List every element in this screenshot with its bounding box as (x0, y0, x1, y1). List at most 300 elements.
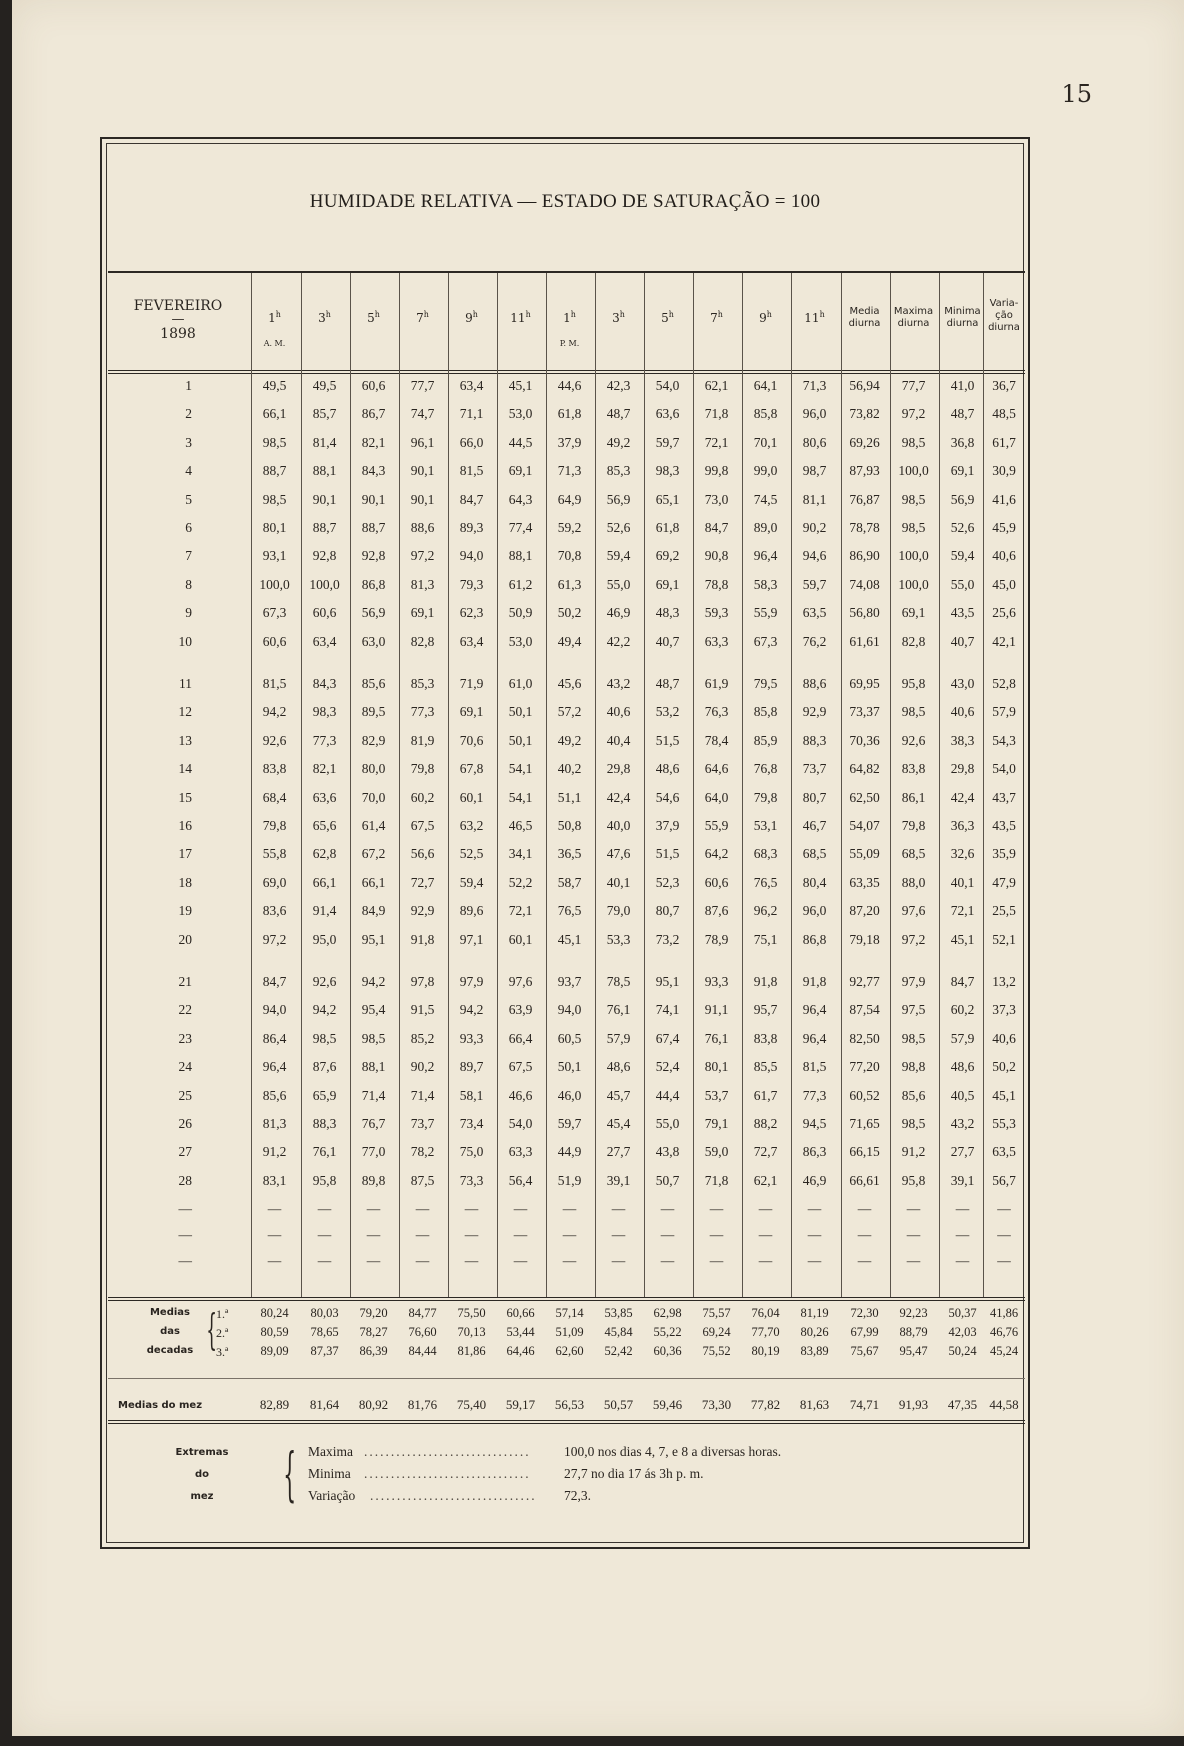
hour-number: 3 (612, 311, 620, 325)
empty-cell-dash: — (857, 1201, 872, 1217)
empty-cell-dash: — (660, 1201, 675, 1217)
data-cell: 98,5 (901, 1116, 926, 1131)
data-cell: 27,7 (950, 1144, 975, 1160)
data-cell: 81,5 (262, 676, 287, 691)
data-cell: 85,6 (901, 1087, 926, 1103)
extremas-leader-dots: ............................... (364, 1444, 531, 1459)
decada-cell: 51,09 (555, 1325, 584, 1339)
data-cell: 67,5 (410, 818, 435, 833)
data-cell: 40,1 (950, 874, 975, 890)
data-cell: 36,5 (557, 846, 582, 862)
data-cell: 85,2 (410, 1030, 435, 1046)
data-cell: 60,2 (950, 1002, 975, 1018)
data-cell: 96,4 (802, 1002, 827, 1018)
data-cell: 46,0 (557, 1087, 582, 1103)
medias-mez-top-rule (108, 1378, 1025, 1379)
data-cell: 52,6 (606, 520, 631, 535)
data-cell: 92,8 (361, 548, 386, 564)
data-cell: 83,8 (901, 761, 926, 777)
data-cell: 95,4 (361, 1002, 386, 1018)
data-cell: 81,1 (802, 491, 827, 507)
data-cell: 73,7 (410, 1116, 435, 1131)
data-cell: 69,26 (849, 434, 880, 450)
data-cell: 42,4 (950, 789, 975, 805)
data-cell: 92,6 (312, 974, 337, 989)
data-cell: 89,8 (361, 1172, 386, 1188)
data-cell: 82,1 (312, 761, 337, 777)
medias-mez-bottom-rule (108, 1420, 1025, 1421)
data-cell: 54,07 (849, 818, 880, 833)
data-cell: 62,1 (704, 378, 729, 393)
data-cell: 95,8 (901, 676, 926, 691)
hour-suffix: h (374, 310, 380, 319)
data-cell: 93,3 (704, 974, 729, 989)
data-cell: 98,5 (901, 434, 926, 450)
empty-cell-dash: — (807, 1201, 822, 1217)
data-cell: 59,2 (557, 520, 582, 535)
hour-column-header (250, 310, 299, 325)
data-cell: 55,0 (606, 576, 631, 592)
data-cell: 61,8 (655, 520, 680, 535)
data-cell: 91,5 (410, 1002, 435, 1018)
hour-number: 7 (710, 311, 718, 325)
data-cell: 79,18 (849, 931, 880, 947)
data-cell: 44,9 (557, 1144, 582, 1160)
data-cell: 89,6 (459, 903, 484, 919)
data-cell: 98,5 (361, 1030, 386, 1046)
data-cell: 90,1 (361, 491, 386, 507)
day-number: 10 (178, 633, 192, 649)
data-cell: 100,0 (898, 576, 929, 592)
month-header: FEVEREIRO (133, 298, 223, 314)
data-cell: 90,2 (802, 520, 827, 535)
data-cell: 35,9 (992, 846, 1016, 862)
data-cell: 79,8 (753, 789, 778, 805)
data-cell: 51,5 (655, 846, 680, 862)
empty-cell-dash: — (366, 1227, 381, 1243)
data-cell: 67,4 (655, 1030, 680, 1046)
data-cell: 88,0 (901, 874, 926, 890)
data-cell: 85,6 (361, 676, 386, 691)
data-cell: 67,3 (753, 633, 778, 649)
data-cell: 94,0 (557, 1002, 582, 1018)
day-number: 28 (178, 1172, 192, 1188)
data-cell: 52,3 (655, 874, 680, 890)
data-cell: 76,5 (557, 903, 582, 919)
data-cell: 92,8 (312, 548, 337, 564)
data-cell: 66,4 (508, 1030, 533, 1046)
extremas-leader-dots: ............................... (364, 1466, 531, 1481)
medias-mez-label: Medias do mez (118, 1400, 203, 1411)
data-cell: 62,1 (753, 1172, 778, 1188)
data-cell: 84,7 (704, 520, 729, 535)
data-cell: 65,1 (655, 491, 680, 507)
header-line: diurna (897, 318, 930, 329)
decada-cell: 53,85 (604, 1306, 633, 1320)
decada-cell: 80,03 (310, 1306, 339, 1320)
data-cell: 76,2 (802, 633, 827, 649)
day-number: 2 (185, 406, 192, 422)
extremas-item-name: Minima (308, 1466, 351, 1481)
data-cell: 55,9 (753, 605, 778, 621)
data-cell: 77,4 (508, 520, 533, 535)
data-cell: 58,7 (557, 874, 582, 890)
data-cell: 40,1 (606, 874, 631, 890)
empty-cell-dash: — (611, 1227, 626, 1243)
data-cell: 60,6 (704, 874, 729, 890)
data-cell: 71,4 (361, 1087, 386, 1103)
hour-column-header (545, 310, 594, 325)
data-cell: 98,3 (312, 704, 337, 720)
data-cell: 94,2 (262, 704, 287, 720)
data-cell: 45,7 (606, 1087, 631, 1103)
medias-mez-cell: 50,57 (603, 1397, 634, 1412)
decada-cell: 69,24 (702, 1325, 731, 1339)
data-cell: 81,9 (410, 732, 435, 748)
data-cell: 98,5 (901, 1030, 926, 1046)
data-cell: 73,7 (802, 761, 827, 777)
data-cell: 42,2 (606, 633, 631, 649)
data-cell: 70,36 (849, 732, 880, 748)
data-cell: 39,1 (950, 1172, 975, 1188)
day-number: 11 (179, 676, 192, 691)
data-cell: 56,9 (950, 491, 975, 507)
data-cell: 29,8 (950, 761, 975, 777)
empty-cell-dash: — (709, 1201, 724, 1217)
data-cell: 86,1 (901, 789, 926, 805)
medias-mez-cell: 91,93 (898, 1397, 929, 1412)
data-cell: 80,7 (802, 789, 827, 805)
data-cell: 77,20 (849, 1059, 880, 1075)
data-cell: 45,9 (992, 520, 1016, 535)
data-cell: 63,6 (655, 406, 680, 422)
data-cell: 67,5 (508, 1059, 533, 1075)
data-cell: 88,1 (361, 1059, 386, 1075)
data-cell: 44,5 (508, 434, 533, 450)
data-cell: 59,3 (704, 605, 729, 621)
empty-cell-dash: — (807, 1253, 822, 1269)
empty-day-dash: — (178, 1201, 192, 1217)
data-cell: 70,1 (753, 434, 778, 450)
data-cell: 63,35 (849, 874, 880, 890)
data-cell: 66,61 (849, 1172, 880, 1188)
day-number: 18 (178, 874, 192, 890)
data-cell: 91,2 (262, 1144, 287, 1160)
data-cell: 54,0 (508, 1116, 533, 1131)
data-cell: 53,0 (508, 406, 533, 422)
data-cell: 76,8 (753, 761, 778, 777)
data-cell: 96,4 (262, 1059, 287, 1075)
data-cell: 51,5 (655, 732, 680, 748)
hour-number: 9 (465, 311, 473, 325)
data-cell: 85,9 (753, 732, 778, 748)
data-cell: 79,8 (410, 761, 435, 777)
data-cell: 50,1 (508, 732, 533, 748)
data-cell: 56,94 (849, 378, 880, 393)
day-number: 9 (185, 605, 192, 621)
data-cell: 83,1 (262, 1172, 287, 1188)
data-cell: 37,9 (557, 434, 582, 450)
extremas-label-line1: Extremas (175, 1447, 229, 1458)
data-cell: 90,1 (410, 491, 435, 507)
data-cell: 89,5 (361, 704, 386, 720)
empty-cell-dash: — (997, 1227, 1011, 1243)
column-divider (890, 273, 891, 1297)
decada-cell: 84,77 (408, 1306, 437, 1320)
data-cell: 63,5 (992, 1144, 1016, 1160)
decada-cell: 81,86 (457, 1344, 486, 1358)
data-cell: 37,9 (655, 818, 680, 833)
data-cell: 81,5 (459, 463, 484, 479)
data-cell: 58,3 (753, 576, 778, 592)
decada-cell: 55,22 (653, 1325, 682, 1339)
empty-cell-dash: — (464, 1201, 479, 1217)
decada-cell: 70,13 (457, 1325, 486, 1339)
extremas-item-value: 72,3. (564, 1488, 591, 1503)
data-cell: 59,7 (655, 434, 680, 450)
data-cell: 85,3 (606, 463, 631, 479)
data-cell: 84,7 (950, 974, 975, 989)
data-cell: 96,2 (753, 903, 778, 919)
decada-cell: 67,99 (850, 1325, 879, 1339)
data-cell: 49,5 (262, 378, 287, 393)
day-number: 14 (178, 761, 192, 777)
empty-cell-dash: — (317, 1227, 332, 1243)
data-cell: 98,8 (901, 1059, 926, 1075)
column-divider (448, 273, 449, 1297)
data-cell: 95,8 (312, 1172, 337, 1188)
decada-cell: 75,50 (457, 1306, 486, 1320)
data-cell: 60,1 (459, 789, 484, 805)
data-cell: 94,6 (802, 548, 827, 564)
hour-number: 5 (367, 311, 375, 325)
data-cell: 97,2 (262, 931, 287, 947)
extremas-item-name: Maxima (308, 1444, 353, 1459)
decada-cell: 95,47 (899, 1344, 928, 1358)
header-line: Maxima (893, 306, 934, 317)
extremas-label-line3: mez (190, 1491, 214, 1502)
column-divider (693, 273, 694, 1297)
medias-label-line1: Medias (149, 1307, 191, 1318)
empty-cell-dash: — (464, 1227, 479, 1243)
decada-cell: 92,23 (899, 1306, 928, 1320)
data-cell: 47,6 (606, 846, 631, 862)
header-line: diurna (988, 322, 1020, 333)
data-cell: 54,6 (655, 789, 680, 805)
data-cell: 84,9 (361, 903, 386, 919)
data-cell: 81,4 (312, 434, 337, 450)
hour-suffix: h (766, 310, 772, 319)
data-cell: 50,1 (557, 1059, 582, 1075)
hour-suffix: h (525, 310, 531, 319)
data-cell: 60,6 (262, 633, 287, 649)
data-cell: 44,4 (655, 1087, 680, 1103)
data-cell: 60,2 (410, 789, 435, 805)
data-cell: 69,0 (262, 874, 287, 890)
data-cell: 97,6 (901, 903, 926, 919)
data-cell: 89,7 (459, 1059, 484, 1075)
data-cell: 61,8 (557, 406, 582, 422)
hour-column-header (643, 310, 692, 325)
decada-cell: 57,14 (555, 1306, 584, 1320)
data-cell: 56,7 (992, 1172, 1016, 1188)
data-cell: 72,1 (950, 903, 975, 919)
medias-mez-cell: 77,82 (750, 1397, 781, 1412)
data-cell: 80,1 (262, 520, 287, 535)
data-cell: 95,7 (753, 1002, 778, 1018)
empty-cell-dash: — (267, 1253, 282, 1269)
data-cell: 84,3 (312, 676, 337, 691)
empty-cell-dash: — (758, 1201, 773, 1217)
data-cell: 100,0 (259, 576, 290, 592)
data-cell: 82,8 (410, 633, 435, 649)
data-cell: 78,5 (606, 974, 631, 989)
empty-cell-dash: — (709, 1227, 724, 1243)
data-cell: 72,7 (753, 1144, 778, 1160)
column-divider (939, 273, 940, 1297)
data-cell: 87,54 (849, 1002, 880, 1018)
empty-cell-dash: — (562, 1227, 577, 1243)
data-cell: 91,8 (802, 974, 827, 989)
data-cell: 48,5 (992, 406, 1016, 422)
column-divider (742, 273, 743, 1297)
data-cell: 57,2 (557, 704, 582, 720)
data-cell: 40,6 (606, 704, 631, 720)
data-cell: 80,4 (802, 874, 827, 890)
data-cell: 43,8 (655, 1144, 680, 1160)
hour-number: 7 (416, 311, 424, 325)
data-cell: 98,5 (901, 704, 926, 720)
data-cell: 92,9 (410, 903, 435, 919)
hour-column-header (790, 310, 839, 325)
data-cell: 81,5 (802, 1059, 827, 1075)
data-cell: 61,0 (508, 676, 533, 691)
header-line: Minima (944, 306, 981, 317)
data-cell: 69,1 (410, 605, 435, 621)
data-cell: 78,8 (704, 576, 729, 592)
decada-cell: 77,70 (751, 1325, 780, 1339)
data-cell: 96,4 (753, 548, 778, 564)
day-number: 12 (178, 704, 192, 720)
data-cell: 77,3 (802, 1087, 827, 1103)
data-cell: 79,0 (606, 903, 631, 919)
data-cell: 55,0 (655, 1116, 680, 1131)
header-line: diurna (946, 318, 979, 329)
extremas-brace: { (283, 1440, 297, 1508)
column-divider (399, 273, 400, 1297)
data-cell: 56,80 (849, 605, 880, 621)
data-cell: 86,4 (262, 1030, 287, 1046)
data-cell: 60,52 (849, 1087, 880, 1103)
data-cell: 98,7 (802, 463, 827, 479)
data-cell: 45,4 (606, 1116, 631, 1131)
hour-number: 11 (804, 311, 820, 325)
data-cell: 92,6 (901, 732, 926, 748)
medias-top-rule (108, 1297, 1025, 1298)
data-cell: 54,0 (655, 378, 680, 393)
data-cell: 90,1 (312, 491, 337, 507)
data-cell: 77,0 (361, 1144, 386, 1160)
data-cell: 37,3 (992, 1002, 1016, 1018)
column-divider (644, 273, 645, 1297)
hour-column-header (741, 310, 790, 325)
data-cell: 46,5 (508, 818, 533, 833)
data-cell: 73,2 (655, 931, 680, 947)
data-cell: 88,3 (802, 732, 827, 748)
data-cell: 61,2 (508, 576, 533, 592)
data-cell: 100,0 (309, 576, 340, 592)
data-cell: 60,1 (508, 931, 533, 947)
hour-number: 1 (563, 311, 571, 325)
data-cell: 55,8 (262, 846, 287, 862)
data-cell: 71,8 (704, 406, 729, 422)
data-cell: 63,4 (459, 633, 484, 649)
data-cell: 70,0 (361, 789, 386, 805)
data-cell: 27,7 (606, 1144, 631, 1160)
data-cell: 95,1 (361, 931, 386, 947)
data-cell: 76,1 (606, 1002, 631, 1018)
hour-number: 3 (318, 311, 326, 325)
data-cell: 59,4 (606, 548, 631, 564)
column-divider (301, 273, 302, 1297)
day-number: 19 (178, 903, 192, 919)
data-cell: 83,8 (262, 761, 287, 777)
medias-mez-bottom-rule-2 (108, 1423, 1025, 1424)
data-cell: 87,20 (849, 903, 880, 919)
hour-suffix: h (423, 310, 429, 319)
data-cell: 48,7 (950, 406, 975, 422)
data-cell: 63,4 (459, 378, 484, 393)
decada-cell: 79,20 (359, 1306, 388, 1320)
decada-cell: 81,19 (800, 1306, 829, 1320)
data-cell: 98,5 (262, 434, 287, 450)
data-cell: 42,4 (606, 789, 631, 805)
data-cell: 54,3 (992, 732, 1016, 748)
column-divider (251, 273, 252, 1297)
data-cell: 62,3 (459, 605, 484, 621)
table-title: HUMIDADE RELATIVA — ESTADO DE SATURAÇÃO = 100 (309, 191, 821, 212)
data-cell: 64,9 (557, 491, 582, 507)
data-cell: 82,9 (361, 732, 386, 748)
data-cell: 42,3 (606, 378, 631, 393)
hour-column-header (447, 310, 496, 325)
column-divider (350, 273, 351, 1297)
data-cell: 66,1 (312, 874, 337, 890)
header-top-rule (108, 271, 1025, 273)
data-cell: 80,1 (704, 1059, 729, 1075)
data-cell: 68,5 (901, 846, 926, 862)
data-cell: 88,6 (802, 676, 827, 691)
data-cell: 97,2 (410, 548, 435, 564)
data-cell: 85,3 (410, 676, 435, 691)
medias-mez-cell: 80,92 (358, 1397, 389, 1412)
data-cell: 61,9 (704, 676, 729, 691)
data-cell: 40,2 (557, 761, 582, 777)
hour-column-header (496, 310, 545, 325)
column-divider (983, 273, 984, 1297)
data-cell: 73,3 (459, 1172, 484, 1188)
data-cell: 75,0 (459, 1144, 484, 1160)
data-cell: 78,9 (704, 931, 729, 947)
decada-cell: 42,03 (948, 1325, 977, 1339)
empty-cell-dash: — (366, 1253, 381, 1269)
data-cell: 41,0 (950, 378, 975, 393)
decada-cell: 41,86 (989, 1306, 1019, 1320)
data-cell: 85,6 (262, 1087, 287, 1103)
hour-number: 9 (759, 311, 767, 325)
data-cell: 80,0 (361, 761, 386, 777)
data-cell: 96,0 (802, 406, 827, 422)
